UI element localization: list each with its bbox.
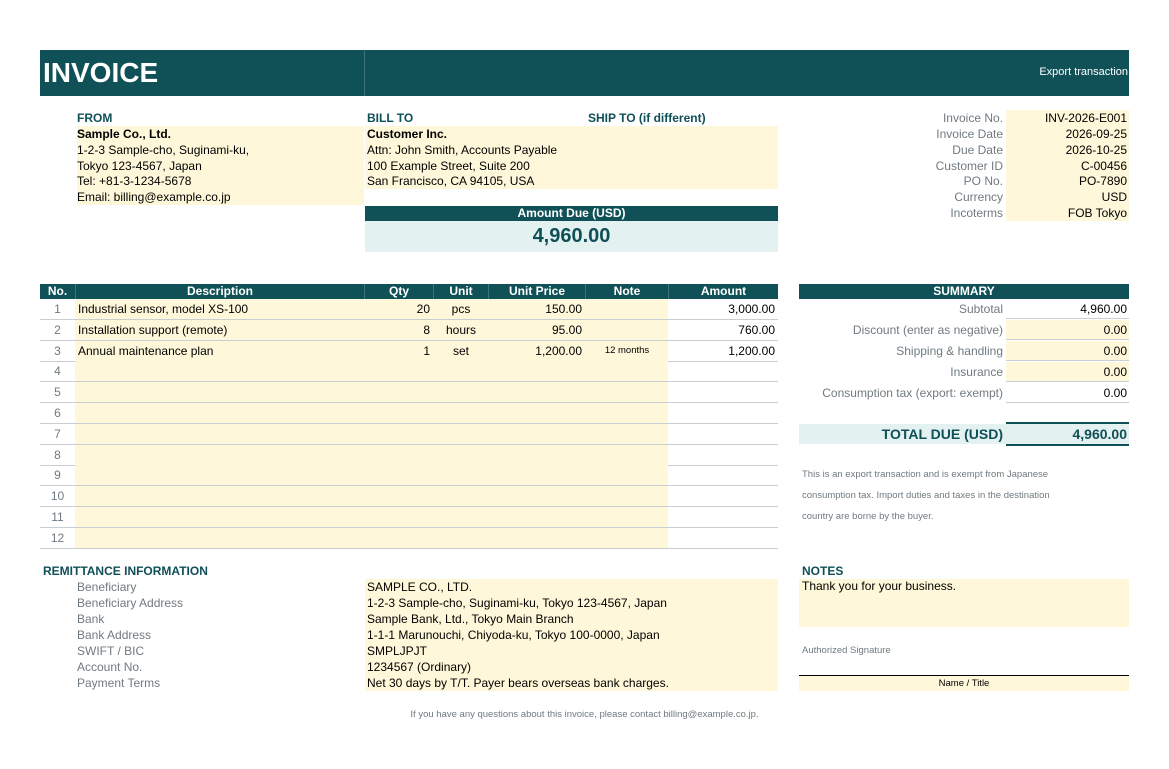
invoice-title: INVOICE: [43, 57, 159, 88]
cell-description[interactable]: [76, 445, 364, 465]
table-row: [40, 341, 778, 362]
po-no-label: PO No.: [963, 174, 1003, 188]
cell-no: 4: [54, 364, 61, 379]
discount-value[interactable]: 0.00: [1006, 320, 1129, 340]
customer-id-label: Customer ID: [935, 159, 1003, 173]
table-row: [40, 507, 778, 528]
bank-address-label: Bank Address: [77, 628, 152, 642]
cell-amount: [669, 445, 778, 465]
swift-label: SWIFT / BIC: [77, 644, 145, 658]
incoterms-label: Incoterms: [950, 206, 1003, 220]
consumption-tax-label: Consumption tax (export: exempt): [822, 386, 1003, 400]
cell-unit-price[interactable]: [489, 424, 585, 444]
subtotal-label: Subtotal: [958, 302, 1003, 316]
cell-unit[interactable]: [434, 507, 488, 527]
table-row: [40, 361, 778, 382]
cell-no: 7: [54, 426, 61, 441]
bank-label: Bank: [77, 612, 105, 626]
total-due-label: TOTAL DUE (USD): [881, 426, 1003, 442]
beneficiary-address-label: Beneficiary Address: [77, 596, 184, 610]
remittance-title: REMITTANCE INFORMATION: [43, 564, 208, 578]
cell-description[interactable]: [76, 403, 364, 423]
cell-qty[interactable]: [365, 507, 433, 527]
col-no-header: No.: [47, 284, 68, 298]
total-due-value: [1006, 422, 1129, 446]
discount-label: Discount (enter as negative): [852, 323, 1003, 337]
cell-unit[interactable]: [434, 424, 488, 444]
incoterms-value: FOB Tokyo: [1006, 205, 1129, 221]
items-table-header: [40, 284, 778, 299]
cell-amount: [669, 424, 778, 444]
total-due-amount: 4,960.00: [1072, 426, 1127, 442]
notes-box[interactable]: [799, 579, 1129, 627]
table-row: [40, 424, 778, 445]
export-transaction-tag: Export transaction: [1039, 66, 1128, 78]
cell-note[interactable]: [586, 424, 668, 444]
amount-due-value: 4,960.00: [365, 221, 778, 252]
cell-amount: [669, 465, 778, 485]
beneficiary-address-value: 1-2-3 Sample-cho, Suginami-ku, Tokyo 123-4567, Japan: [365, 595, 778, 611]
cell-unit-price[interactable]: [489, 507, 585, 527]
table-row: [40, 465, 778, 486]
col-description-header: Description: [186, 284, 253, 298]
cell-amount: [669, 528, 778, 548]
cell-note[interactable]: [586, 507, 668, 527]
cell-unit-price[interactable]: [489, 465, 585, 485]
invoice-header-bar: [40, 50, 1129, 96]
currency-label: Currency: [954, 190, 1003, 204]
cell-qty[interactable]: 1: [423, 343, 430, 358]
from-address-line: Tokyo 123-4567, Japan: [77, 158, 364, 174]
cell-note[interactable]: [586, 299, 668, 319]
cell-no: 6: [54, 406, 61, 420]
cell-unit[interactable]: [434, 403, 488, 423]
cell-description[interactable]: [76, 486, 364, 506]
cell-qty[interactable]: [365, 361, 433, 381]
cell-unit[interactable]: [434, 486, 488, 506]
bill-to-label: BILL TO: [367, 111, 414, 125]
cell-qty[interactable]: [365, 528, 433, 548]
notes-title: NOTES: [802, 564, 844, 578]
due-date-value: 2026-10-25: [1006, 142, 1129, 158]
tax-note-line: consumption tax. Import duties and taxes in the destination: [802, 490, 1050, 501]
from-label: FROM: [77, 111, 113, 125]
cell-unit[interactable]: [434, 361, 488, 381]
cell-unit-price[interactable]: 1,200.00: [535, 343, 582, 358]
cell-unit[interactable]: [434, 445, 488, 465]
cell-qty[interactable]: [365, 486, 433, 506]
table-row: [40, 528, 778, 549]
cell-qty[interactable]: [365, 382, 433, 402]
bank-value: Sample Bank, Ltd., Tokyo Main Branch: [365, 611, 778, 627]
cell-note[interactable]: 12 months: [604, 344, 650, 356]
cell-note[interactable]: [586, 320, 668, 340]
table-row: [40, 403, 778, 424]
col-note-header: Note: [613, 284, 641, 298]
cell-no: 5: [54, 385, 61, 400]
cell-unit[interactable]: [434, 382, 488, 402]
cell-no: 9: [54, 468, 61, 483]
cell-description[interactable]: [76, 424, 364, 444]
insurance-value[interactable]: 0.00: [1006, 362, 1129, 382]
col-unit-header: Unit: [449, 284, 473, 298]
cell-no: 10: [50, 489, 65, 504]
cell-amount: [669, 382, 778, 402]
cell-no: 12: [50, 530, 65, 545]
invoice-date-value: 2026-09-25: [1006, 126, 1129, 142]
shipping-label: Shipping & handling: [896, 344, 1003, 358]
cell-amount: 760.00: [738, 322, 775, 337]
cell-description[interactable]: [76, 507, 364, 527]
cell-qty[interactable]: [365, 424, 433, 444]
cell-amount: [669, 361, 778, 381]
table-row: [40, 486, 778, 507]
cell-no: 11: [51, 510, 64, 524]
from-address-line: 1-2-3 Sample-cho, Suginami-ku,: [77, 142, 364, 158]
cell-description[interactable]: [76, 382, 364, 402]
bill-to-attention: Attn: John Smith, Accounts Payable: [365, 142, 778, 158]
cell-note[interactable]: [586, 528, 668, 548]
col-unit-price-header: Unit Price: [508, 284, 565, 298]
cell-amount: 3,000.00: [728, 302, 775, 316]
cell-amount: 1,200.00: [728, 343, 775, 358]
summary-header: SUMMARY: [799, 284, 1129, 299]
swift-value: SMPLJPJT: [365, 643, 778, 659]
beneficiary-label: Beneficiary: [77, 580, 137, 594]
shipping-value[interactable]: 0.00: [1006, 341, 1129, 361]
cell-unit-price[interactable]: [489, 445, 585, 465]
amount-due-label: Amount Due (USD): [365, 206, 778, 221]
from-email: Email: billing@example.co.jp: [77, 189, 364, 205]
table-row: [40, 299, 778, 320]
notes-text: Thank you for your business.: [802, 579, 957, 593]
cell-note[interactable]: [586, 486, 668, 506]
cell-unit[interactable]: pcs: [451, 302, 471, 316]
payment-terms-value: Net 30 days by T/T. Payer bears overseas bank charges.: [365, 675, 778, 691]
cell-unit-price[interactable]: 95.00: [551, 322, 582, 337]
invoice-no-label: Invoice No.: [942, 111, 1003, 125]
beneficiary-value: SAMPLE CO., LTD.: [365, 579, 778, 595]
cell-note[interactable]: [586, 382, 668, 402]
invoice-no-value: INV-2026-E001: [1006, 110, 1129, 126]
currency-value: USD: [1006, 189, 1129, 205]
account-no-value: 1234567 (Ordinary): [365, 659, 778, 675]
col-amount-header: Amount: [700, 284, 747, 298]
cell-qty[interactable]: [365, 445, 433, 465]
cell-unit-price[interactable]: 150.00: [545, 302, 582, 316]
due-date-label: Due Date: [952, 143, 1003, 157]
cell-unit-price[interactable]: [489, 528, 585, 548]
cell-description[interactable]: [76, 465, 364, 485]
insurance-label: Insurance: [950, 365, 1003, 379]
cell-description[interactable]: Annual maintenance plan: [78, 343, 214, 358]
cell-qty[interactable]: 8: [423, 322, 430, 337]
cell-amount: [669, 507, 778, 527]
cell-no: 8: [54, 447, 61, 462]
payment-terms-label: Payment Terms: [77, 676, 161, 690]
cell-no: 3: [54, 343, 61, 358]
table-row: [40, 445, 778, 466]
cell-amount: [669, 403, 778, 423]
bill-to-company: Customer Inc.: [365, 126, 778, 142]
cell-unit[interactable]: [434, 465, 488, 485]
cell-unit[interactable]: [434, 528, 488, 548]
from-phone: Tel: +81-3-1234-5678: [77, 173, 364, 189]
name-title-field[interactable]: Name / Title: [799, 676, 1129, 691]
cell-qty[interactable]: [365, 403, 433, 423]
customer-id-value: C-00456: [1006, 158, 1129, 174]
cell-no: 1: [54, 302, 61, 316]
cell-unit-price[interactable]: [489, 361, 585, 381]
cell-note[interactable]: [586, 465, 668, 485]
from-company: Sample Co., Ltd.: [77, 126, 364, 142]
bank-address-value: 1-1-1 Marunouchi, Chiyoda-ku, Tokyo 100-0000, Japan: [365, 627, 778, 643]
cell-qty[interactable]: [365, 465, 433, 485]
table-row: [40, 320, 778, 341]
cell-note[interactable]: [586, 445, 668, 465]
cell-amount: [669, 486, 778, 506]
subtotal-value: 4,960.00: [1006, 299, 1129, 319]
bill-to-address-line: San Francisco, CA 94105, USA: [365, 173, 778, 189]
cell-unit-price[interactable]: [489, 486, 585, 506]
cell-unit[interactable]: hours: [445, 322, 477, 337]
tax-note-line: country are borne by the buyer.: [802, 511, 934, 522]
footer-contact: If you have any questions about this invoice, please contact billing@example.co.jp.: [410, 709, 759, 720]
table-row: [40, 382, 778, 403]
consumption-tax-value: 0.00: [1006, 383, 1129, 403]
invoice-date-label: Invoice Date: [936, 127, 1003, 141]
header-divider: [364, 50, 365, 96]
cell-description[interactable]: Industrial sensor, model XS-100: [78, 302, 249, 316]
col-qty-header: Qty: [388, 284, 409, 298]
cell-unit[interactable]: set: [452, 343, 469, 358]
po-no-value: PO-7890: [1006, 173, 1129, 189]
ship-to-label: SHIP TO (if different): [588, 111, 706, 125]
cell-no: 2: [54, 322, 61, 337]
account-no-label: Account No.: [77, 660, 143, 674]
cell-description[interactable]: Installation support (remote): [78, 322, 228, 337]
cell-unit-price[interactable]: [489, 403, 585, 423]
authorized-signature-label: Authorized Signature: [802, 645, 891, 656]
bill-to-address-line: 100 Example Street, Suite 200: [365, 158, 778, 174]
cell-description[interactable]: [76, 528, 364, 548]
cell-note[interactable]: [586, 361, 668, 381]
tax-note-line: This is an export transaction and is exempt from Japanese: [802, 469, 1049, 480]
cell-note[interactable]: [586, 403, 668, 423]
cell-description[interactable]: [76, 361, 364, 381]
cell-qty[interactable]: 20: [416, 302, 430, 316]
cell-unit-price[interactable]: [489, 382, 585, 402]
